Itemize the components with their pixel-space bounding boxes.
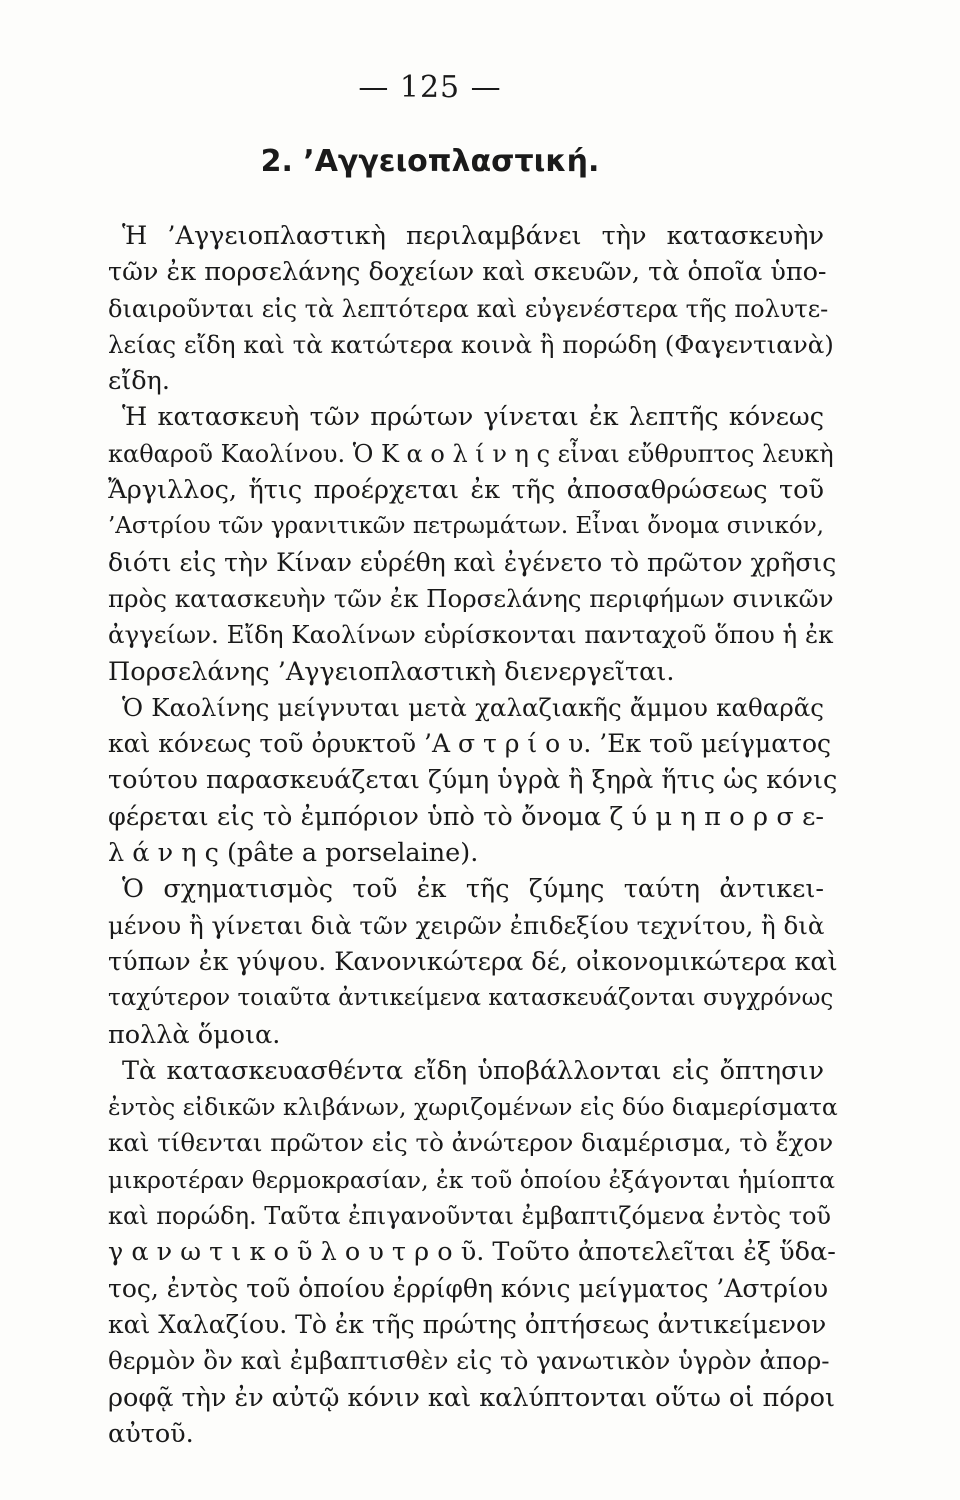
text-line: τῶν ἐκ πορσελάνης δοχείων καὶ σκευῶν, τὰ ὁποῖα ὑπο- [108,257,827,288]
text-line: Πορσελάνης ’Αγγειοπλαστικὴ διενεργεῖται. [108,656,675,687]
body-text [108,218,838,1452]
text-line: τύπων ἐκ γύψου. Κανονικώτερα δέ, οἰκονομικώτερα καὶ [108,946,838,977]
text-line: τούτου παρασκευάζεται ζύμη ὑγρὰ ἢ ξηρὰ ἥτις ὡς κόνις [108,765,838,796]
text-line: καὶ τίθενται πρῶτον εἰς τὸ ἀνώτερον διαμέρισμα, τὸ ἔχον [108,1128,834,1158]
text-line: αὐτοῦ. [108,1418,194,1449]
section-title: 2. ’Αγγειοπλαστική. [260,144,600,179]
text-line: θερμὸν ὂν καὶ ἐμβαπτισθὲν εἰς τὸ γανωτικὸν ὑγρὸν ἀπορ- [108,1346,830,1376]
text-line: ταχύτερον τοιαῦτα ἀντικείμενα κατασκευάζονται συγχρόνως [108,985,834,1012]
text-line: τος, ἐντὸς τοῦ ὁποίου ἐρρίφθη κόνις μείγματος ’Αστρίου [108,1273,829,1303]
text-line: λείας εἴδη καὶ τὰ κατώτερα κοινὰ ἢ πορώδη (Φαγεντιανὰ) [108,329,834,359]
text-line: ’Αστρίου τῶν γρανιτικῶν πετρωμάτων. Εἶναι ὄνομα σινικόν, [108,513,824,540]
text-line: γ α ν ω τ ι κ ο ῦ λ ο υ τ ρ ο ῦ. Τοῦτο ἀποτελεῖται ἐξ ὕδα- [108,1237,836,1268]
text-line: πολλὰ ὅμοια. [108,1019,281,1050]
text-line: ἀγγείων. Εἴδη Καολίνων εὑρίσκονται πανταχοῦ ὅπου ἡ ἐκ [108,620,834,650]
text-line: φέρεται εἰς τὸ ἐμπόριον ὑπὸ τὸ ὄνομα ζ ύ μ η π ο ρ σ ε- [108,801,824,832]
text-line: καὶ πορώδη. Ταῦτα ἐπιγανοῦνται ἐμβαπτιζόμενα ἐντὸς τοῦ [108,1202,832,1231]
text-line: διαιροῦνται εἰς τὰ λεπτότερα καὶ εὐγενέστερα τῆς πολυτε- [108,294,829,323]
text-line: διότι εἰς τὴν Κίναν εὑρέθη καὶ ἐγένετο τὸ πρῶτον χρῆσις [108,547,837,577]
text-line: καὶ κόνεως τοῦ ὀρυκτοῦ ’Α σ τ ρ ί ο υ. ’Εκ τοῦ μείγματος [108,729,832,759]
text-line: ροφᾷ τὴν ἐν αὐτῷ κόνιν καὶ καλύπτονται οὕτω οἱ πόροι [108,1382,835,1413]
text-line: καὶ Χαλαζίου. Τὸ ἐκ τῆς πρώτης ὀπτήσεως ἀντικείμενον [108,1309,827,1339]
text-line: εἴδη. [108,366,170,397]
page-number: — 125 — [358,70,502,105]
text-line: πρὸς κατασκευὴν τῶν ἐκ Πορσελάνης περιφήμων σινικῶν [108,583,834,613]
text-line: λ ά ν η ς (pâte a porselaine). [108,838,479,869]
text-line: Τὰ κατασκευασθέντα εἴδη ὑποβάλλονται εἰς ὄπτησιν [122,1055,824,1086]
text-line: Ὁ σχηματισμὸς τοῦ ἐκ τῆς ζύμης ταύτη ἀντικει- [122,874,824,905]
text-line: Ἡ ’Αγγειοπλαστικὴ περιλαμβάνει τὴν κατασκευὴν [122,221,824,251]
text-line: μικροτέραν θερμοκρασίαν, ἐκ τοῦ ὁποίου ἐξάγονται ἡμίοπτα [108,1165,836,1194]
text-line: Ἄργιλλος, ἥτις προέρχεται ἐκ τῆς ἀποσαθρώσεως τοῦ [108,475,824,506]
text-line: ἐντὸς εἰδικῶν κλιβάνων, χωριζομένων εἰς δύο διαμερίσματα [108,1093,838,1122]
text-line: καθαροῦ Καολίνου. Ὁ Κ α ο λ ί ν η ς εἶναι εὔθρυπτος λευκὴ [108,439,834,468]
text-line: Ὁ Καολίνης μείγνυται μετὰ χαλαζιακῆς ἄμμου καθαρᾶς [122,692,824,722]
text-line: μένου ἢ γίνεται διὰ τῶν χειρῶν ἐπιδεξίου τεχνίτου, ἢ διὰ [108,910,825,940]
text-line: Ἡ κατασκευὴ τῶν πρώτων γίνεται ἐκ λεπτῆς κόνεως [122,402,824,433]
